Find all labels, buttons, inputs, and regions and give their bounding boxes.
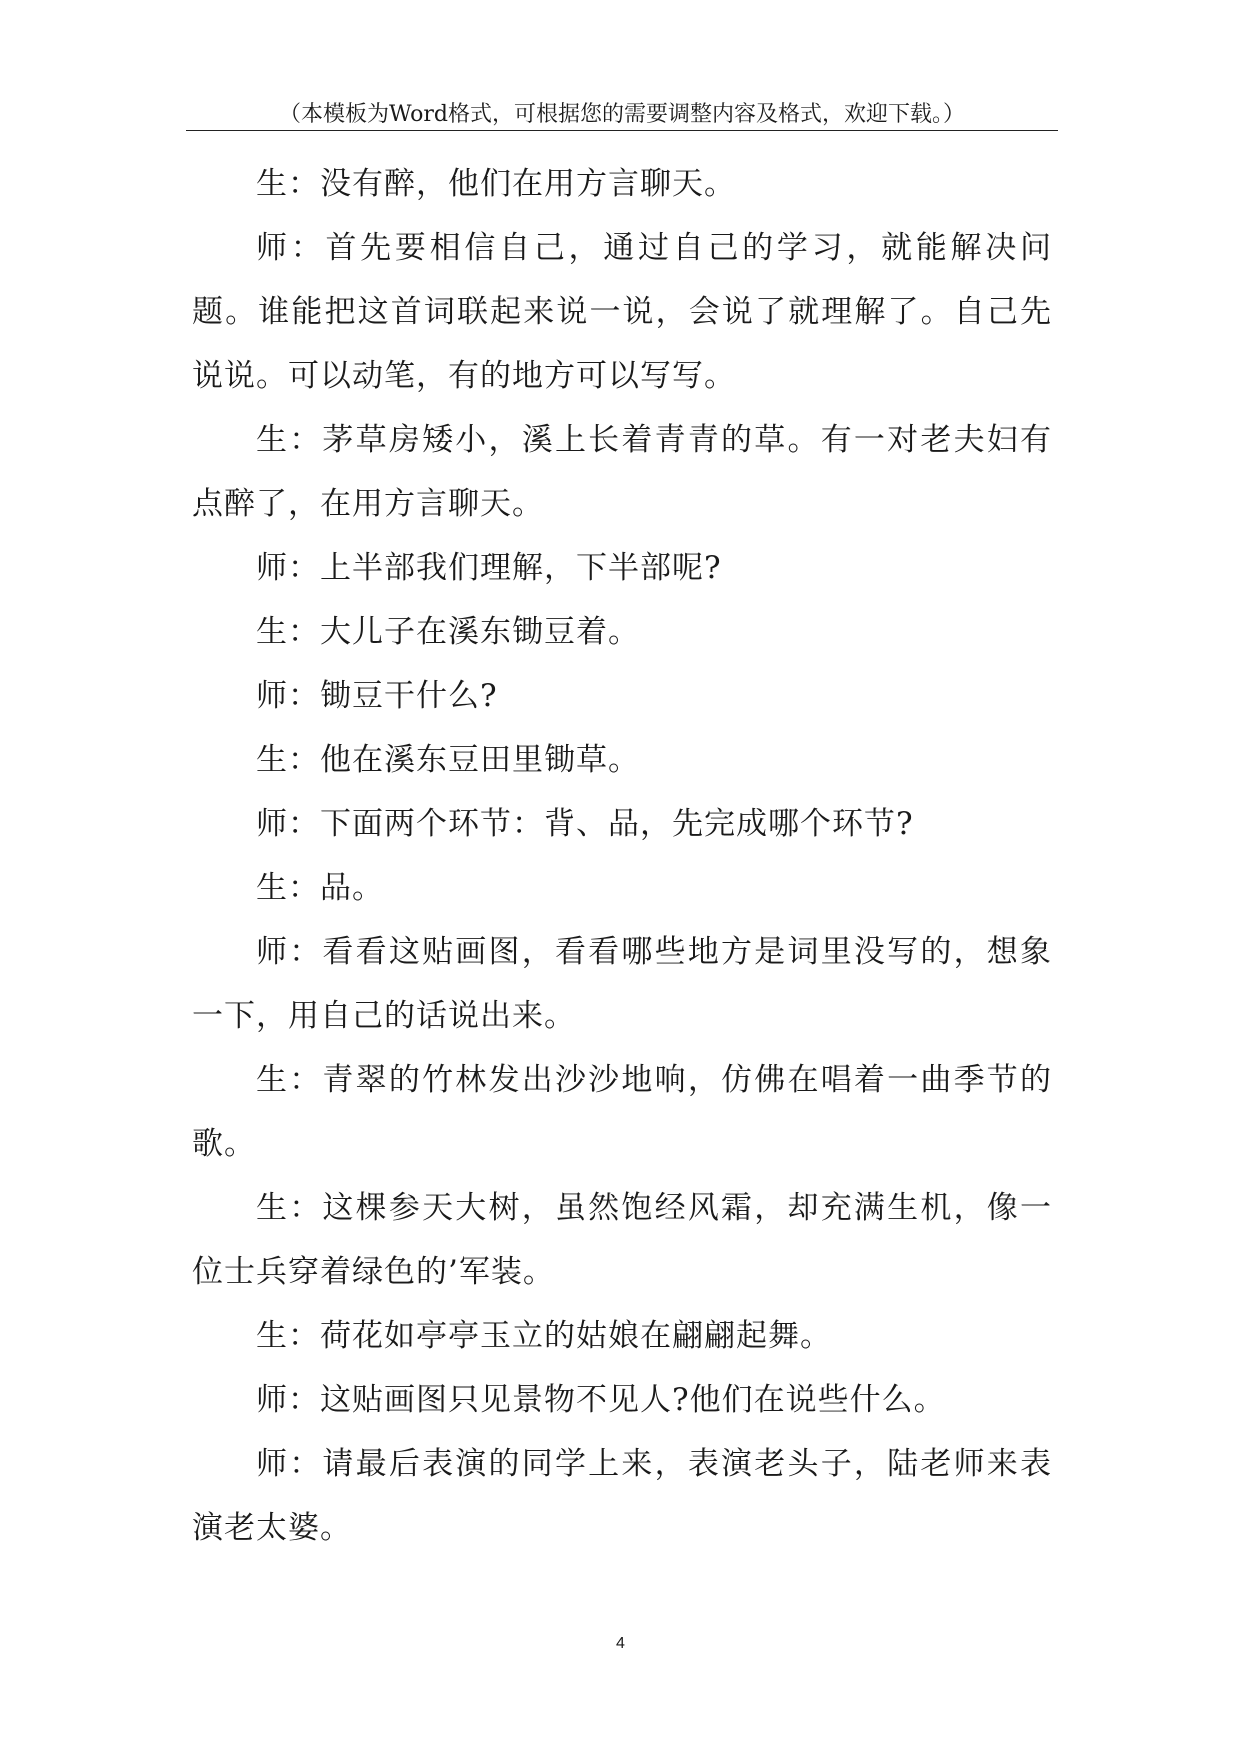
paragraph: 师：看看这贴画图，看看哪些地方是词里没写的，想象一下，用自己的话说出来。	[192, 934, 1052, 1034]
paragraph: 师：首先要相信自己，通过自己的学习，就能解决问题。谁能把这首词联起来说一说，会说了就理解了。自己先说说。可以动笔，有的地方可以写写。	[192, 230, 1052, 394]
paragraph: 师：锄豆干什么?	[256, 678, 498, 714]
paragraph: 生：没有醉，他们在用方言聊天。	[256, 166, 736, 202]
document-body	[192, 152, 1052, 1560]
paragraph: 生：青翠的竹林发出沙沙地响，仿佛在唱着一曲季节的歌。	[192, 1062, 1052, 1162]
page-number: 4	[616, 1635, 625, 1652]
paragraph: 生：他在溪东豆田里锄草。	[256, 742, 640, 778]
paragraph: 师：请最后表演的同学上来，表演老头子，陆老师来表演老太婆。	[192, 1446, 1052, 1546]
paragraph: 师：上半部我们理解，下半部呢?	[256, 550, 722, 586]
paragraph: 生：品。	[256, 870, 384, 906]
header-divider	[186, 130, 1058, 131]
paragraph: 生：茅草房矮小，溪上长着青青的草。有一对老夫妇有点醉了，在用方言聊天。	[192, 422, 1052, 522]
paragraph: 生：大儿子在溪东锄豆着。	[256, 614, 640, 650]
paragraph: 生：这棵参天大树，虽然饱经风霜，却充满生机，像一位士兵穿着绿色的’军装。	[192, 1190, 1052, 1290]
paragraph: 生：荷花如亭亭玉立的姑娘在翩翩起舞。	[256, 1318, 832, 1354]
paragraph: 师：下面两个环节：背、品，先完成哪个环节?	[256, 806, 914, 842]
header-note: （本模板为Word格式，可根据您的需要调整内容及格式，欢迎下载。）	[279, 102, 965, 127]
paragraph: 师：这贴画图只见景物不见人?他们在说些什么。	[256, 1382, 946, 1418]
